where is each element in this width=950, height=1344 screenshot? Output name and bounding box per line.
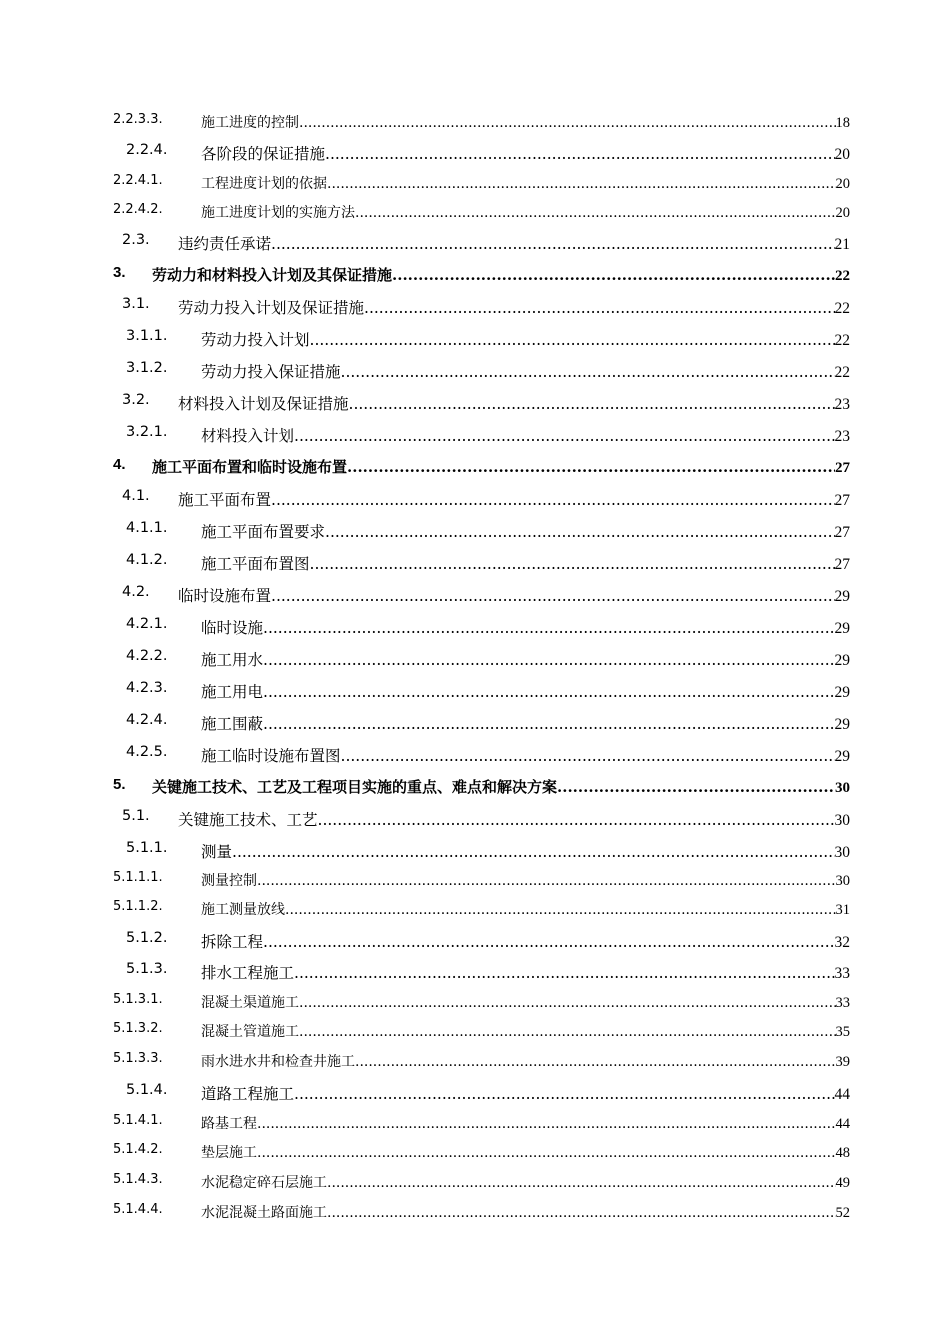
toc-entry-body (201, 930, 850, 952)
toc-entry-title: 施工进度的控制 (201, 115, 299, 131)
toc-entry-page-number: 21 (834, 236, 850, 253)
toc-entry-body (201, 328, 850, 350)
toc-entry-title: 劳动力投入计划及保证措施 (178, 299, 365, 317)
toc-entry-title: 混凝土渠道施工 (201, 995, 299, 1011)
toc-entry-body (201, 840, 850, 862)
toc-entry-title: 施工临时设施布置图 (201, 747, 341, 765)
toc-entry-page-number: 20 (835, 176, 850, 192)
toc-entry-body (178, 808, 850, 830)
toc-entry-page-number: 29 (834, 748, 850, 765)
toc-entry-body (201, 173, 850, 193)
toc-entry-title: 施工用电 (201, 683, 264, 701)
toc-dot-leader (310, 555, 835, 573)
toc-dot-leader (355, 1054, 836, 1070)
toc-entry-page-number: 31 (835, 902, 850, 918)
toc-dot-leader (271, 491, 834, 509)
toc-entry-title: 施工围蔽 (201, 715, 264, 733)
toc-entry-title: 排水工程施工 (201, 964, 295, 982)
toc-entry-body (178, 232, 850, 254)
toc-entry-number: 5.1.4.3. (113, 1172, 163, 1187)
toc-entry-body (178, 296, 850, 318)
toc-entry-body (201, 1202, 850, 1222)
toc-entry-body (178, 584, 850, 606)
toc-entry-title: 施工平面布置图 (201, 555, 310, 573)
toc-entry-number: 5. (113, 776, 126, 793)
toc-entry-title: 测量 (201, 843, 233, 861)
toc-entry-body (201, 1051, 850, 1071)
toc-entry-page-number: 30 (834, 844, 850, 861)
toc-entry-page-number: 29 (834, 716, 850, 733)
toc-entry-title: 施工进度计划的实施方法 (201, 205, 355, 221)
toc-entry-body (201, 680, 850, 702)
toc-entry-title: 各阶段的保证措施 (201, 145, 326, 163)
toc-entry-number: 5.1.1. (126, 840, 168, 856)
toc-dot-leader (299, 1024, 836, 1040)
toc-entry-page-number: 27 (834, 524, 850, 541)
toc-entry-number: 5.1.4. (126, 1082, 168, 1098)
toc-dot-leader (299, 115, 836, 131)
toc-entry-title: 施工平面布置和临时设施布置 (152, 458, 348, 476)
toc-entry-number: 4. (113, 456, 126, 473)
toc-entry-page-number: 23 (834, 396, 850, 413)
toc-entry-title: 混凝土管道施工 (201, 1024, 299, 1040)
toc-entry-title: 临时设施 (201, 619, 264, 637)
toc-entry-page-number: 27 (834, 492, 850, 509)
toc-entry-body (201, 992, 850, 1012)
toc-entry-title: 材料投入计划 (201, 427, 295, 445)
toc-entry-number: 3.1. (122, 296, 150, 312)
toc-dot-leader (257, 873, 836, 889)
toc-entry-title: 材料投入计划及保证措施 (178, 395, 349, 413)
toc-entry-page-number: 44 (834, 1086, 850, 1103)
toc-entry-body (201, 899, 850, 919)
toc-entry-page-number: 22 (834, 332, 850, 349)
toc-entry-title: 劳动力投入计划 (201, 331, 310, 349)
toc-entry-body (201, 1113, 850, 1133)
toc-entry-page-number: 22 (834, 364, 850, 381)
toc-entry-page-number: 49 (835, 1175, 850, 1191)
toc-entry-body (201, 961, 850, 983)
toc-entry-number: 2.2.4.1. (113, 173, 163, 188)
toc-entry-number: 5.1.3.2. (113, 1021, 163, 1036)
toc-dot-leader (327, 1205, 836, 1221)
toc-entry-title: 违约责任承诺 (178, 235, 272, 253)
toc-dot-leader (271, 587, 834, 605)
toc-entry-number: 4.2.3. (126, 680, 168, 696)
toc-entry-number: 4.2.1. (126, 616, 168, 632)
toc-entry-body (152, 456, 850, 477)
toc-entry-number: 4.1.2. (126, 552, 168, 568)
toc-dot-leader (294, 1085, 834, 1103)
toc-dot-leader (325, 523, 834, 541)
toc-entry-body (178, 392, 850, 414)
toc-entry-page-number: 44 (835, 1116, 850, 1132)
toc-entry-page-number: 22 (835, 268, 850, 284)
toc-entry-title: 水泥稳定碎石层施工 (201, 1175, 327, 1191)
toc-entry-body (152, 264, 850, 285)
toc-entry-number: 4.2.5. (126, 744, 168, 760)
toc-entry-number: 2.2.4.2. (113, 202, 163, 217)
toc-dot-leader (263, 715, 834, 733)
toc-entry-body (201, 712, 850, 734)
toc-dot-leader (557, 778, 835, 796)
toc-entry-title: 施工平面布置 (178, 491, 272, 509)
toc-dot-leader (263, 651, 834, 669)
toc-entry-title: 施工测量放线 (201, 902, 285, 918)
toc-entry-number: 4.1. (122, 488, 150, 504)
toc-dot-leader (347, 458, 835, 476)
toc-entry-page-number: 20 (835, 205, 850, 221)
toc-entry-number: 5.1.4.1. (113, 1113, 163, 1128)
toc-entry-number: 5.1. (122, 808, 150, 824)
toc-entry-page-number: 20 (834, 146, 850, 163)
toc-entry-page-number: 29 (834, 684, 850, 701)
toc-entry-title: 劳动力投入保证措施 (201, 363, 341, 381)
toc-entry-body (201, 142, 850, 164)
toc-dot-leader (285, 902, 836, 918)
toc-entry-title: 水泥混凝土路面施工 (201, 1205, 327, 1221)
toc-entry-body (152, 776, 850, 797)
toc-entry-title: 测量控制 (201, 873, 257, 889)
toc-entry-page-number: 27 (834, 556, 850, 573)
toc-entry-title: 临时设施布置 (178, 587, 272, 605)
toc-dot-leader (271, 235, 834, 253)
toc-entry-body (201, 1082, 850, 1104)
toc-dot-leader (257, 1145, 836, 1161)
toc-dot-leader (232, 843, 834, 861)
toc-entry-page-number: 29 (834, 652, 850, 669)
toc-dot-leader (327, 176, 836, 192)
toc-dot-leader (263, 683, 834, 701)
toc-entry-page-number: 29 (834, 588, 850, 605)
toc-dot-leader (355, 205, 836, 221)
toc-entry-body (201, 870, 850, 890)
toc-dot-leader (318, 811, 835, 829)
toc-entry-body (201, 112, 850, 132)
toc-entry-body (178, 488, 850, 510)
toc-entry-number: 2.2.3.3. (113, 112, 163, 127)
toc-entry-title: 工程进度计划的依据 (201, 176, 327, 192)
toc-dot-leader (341, 747, 835, 765)
toc-entry-number: 5.1.2. (126, 930, 168, 946)
toc-entry-page-number: 33 (835, 995, 850, 1011)
toc-entry-body (201, 202, 850, 222)
toc-entry-page-number: 32 (834, 934, 850, 951)
toc-entry-number: 4.1.1. (126, 520, 168, 536)
toc-entry-body (201, 1021, 850, 1041)
toc-entry-title: 道路工程施工 (201, 1085, 295, 1103)
toc-dot-leader (327, 1175, 836, 1191)
toc-dot-leader (299, 995, 836, 1011)
toc-entry-number: 4.2.2. (126, 648, 168, 664)
toc-entry-title: 施工用水 (201, 651, 264, 669)
toc-dot-leader (294, 964, 834, 982)
toc-entry-page-number: 18 (835, 115, 850, 131)
toc-dot-leader (349, 395, 835, 413)
toc-entry-body (201, 648, 850, 670)
toc-entry-body (201, 744, 850, 766)
toc-dot-leader (310, 331, 835, 349)
toc-dot-leader (341, 363, 835, 381)
toc-entry-number: 5.1.4.2. (113, 1142, 163, 1157)
toc-entry-title: 垫层施工 (201, 1145, 257, 1161)
toc-entry-page-number: 48 (835, 1145, 850, 1161)
toc-entry-page-number: 29 (834, 620, 850, 637)
toc-entry-body (201, 616, 850, 638)
toc-entry-page-number: 27 (835, 460, 850, 476)
toc-entry-title: 路基工程 (201, 1116, 257, 1132)
toc-entry-body (201, 520, 850, 542)
toc-dot-leader (392, 266, 835, 284)
toc-entry-number: 3. (113, 264, 126, 281)
toc-entry-body (201, 1142, 850, 1162)
toc-entry-page-number: 39 (835, 1054, 850, 1070)
toc-dot-leader (325, 145, 834, 163)
toc-entry-title: 关键施工技术、工艺及工程项目实施的重点、难点和解决方案 (152, 778, 558, 796)
toc-entry-number: 2.3. (122, 232, 150, 248)
toc-entry-number: 4.2.4. (126, 712, 168, 728)
toc-entry-body (201, 424, 850, 446)
toc-entry-title: 关键施工技术、工艺 (178, 811, 318, 829)
toc-entry-body (201, 360, 850, 382)
toc-entry-page-number: 30 (835, 873, 850, 889)
toc-entry-page-number: 35 (835, 1024, 850, 1040)
toc-dot-leader (257, 1116, 836, 1132)
toc-dot-leader (364, 299, 834, 317)
toc-entry-page-number: 33 (834, 965, 850, 982)
toc-entry-number: 3.2. (122, 392, 150, 408)
toc-entry-number: 5.1.3.1. (113, 992, 163, 1007)
toc-entry-number: 4.2. (122, 584, 150, 600)
toc-entry-page-number: 52 (835, 1205, 850, 1221)
toc-entry-title: 劳动力和材料投入计划及其保证措施 (152, 266, 393, 284)
toc-entry-number: 3.1.2. (126, 360, 168, 376)
toc-dot-leader (263, 933, 834, 951)
toc-entry-number: 5.1.4.4. (113, 1202, 163, 1217)
toc-entry-body (201, 552, 850, 574)
toc-entry-page-number: 30 (835, 780, 850, 796)
toc-entry-page-number: 22 (834, 300, 850, 317)
toc-entry-number: 2.2.4. (126, 142, 168, 158)
toc-entry-title: 施工平面布置要求 (201, 523, 326, 541)
toc-entry-number: 5.1.1.1. (113, 870, 163, 885)
toc-entry-title: 雨水进水井和检查井施工 (201, 1054, 355, 1070)
toc-entry-number: 3.2.1. (126, 424, 168, 440)
toc-entry-page-number: 30 (834, 812, 850, 829)
toc-entry-number: 5.1.3.3. (113, 1051, 163, 1066)
toc-entry-number: 5.1.1.2. (113, 899, 163, 914)
toc-entry-number: 3.1.1. (126, 328, 168, 344)
toc-dot-leader (263, 619, 834, 637)
toc-entry-title: 拆除工程 (201, 933, 264, 951)
toc-dot-leader (294, 427, 834, 445)
toc-entry-body (201, 1172, 850, 1192)
toc-entry-page-number: 23 (834, 428, 850, 445)
toc-entry-number: 5.1.3. (126, 961, 168, 977)
